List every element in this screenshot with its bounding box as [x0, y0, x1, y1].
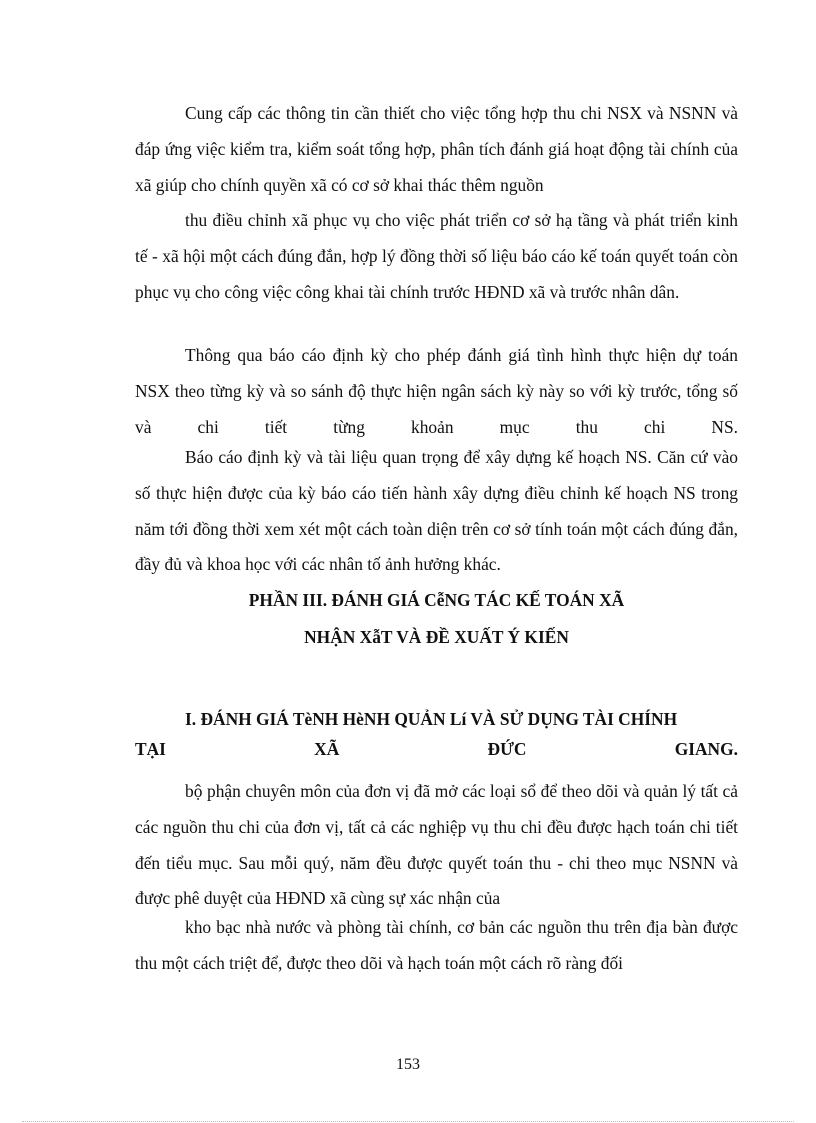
- paragraph-6: kho bạc nhà nước và phòng tài chính, cơ bản các nguồn thu trên địa bàn được thu một cách triệt để, được theo dõi và hạch toán một cách rõ ràng đối: [135, 917, 738, 973]
- page-number: 153: [396, 1056, 420, 1073]
- part-heading-line-2: NHẬN XẫT VÀ ĐỀ XUẤT Ý KIẾN: [304, 627, 569, 647]
- section-heading-line-2: TẠI XÃ ĐỨC GIANG.: [135, 739, 738, 759]
- paragraph-3: Thông qua báo cáo định kỳ cho phép đánh giá tình hình thực hiện dự toán NSX theo từng kỳ và so sánh độ thực hiện ngân sách kỳ này so với kỳ trước, tổng số và chi tiết từng khoản mục thu chi NS.: [135, 345, 738, 437]
- section-heading-line-1: I. ĐÁNH GIÁ TèNH HèNH QUẢN Lí VÀ SỬ DỤNG TÀI CHÍNH: [185, 709, 678, 729]
- page-bottom-border: [22, 1121, 794, 1122]
- section-heading: [135, 704, 738, 764]
- paragraph-4: Báo cáo định kỳ và tài liệu quan trọng để xây dựng kế hoạch NS. Căn cứ vào số thực hiện được của kỳ báo cáo tiến hành xây dựng điều chỉnh kế hoạch NS trong năm tới đồng thời xem xét một cách toàn diện trên cơ sở tính toán một cách đúng đắn, đầy đủ và khoa học với các nhân tố ảnh hưởng khác.: [135, 447, 738, 575]
- paragraph-5: bộ phận chuyên môn của đơn vị đã mở các loại sổ để theo dõi và quản lý tất cả các nguồn thu chi của đơn vị, tất cả các nghiệp vụ thu chi đều được hạch toán chi tiết đến tiểu mục. Sau mỗi quý, năm đều được quyết toán thu - chi theo mục NSNN và được phê duyệt của HĐND xã cùng sự xác nhận của: [135, 781, 738, 909]
- paragraph-2: thu điều chỉnh xã phục vụ cho việc phát triển cơ sở hạ tầng và phát triển kinh tế - xã hội một cách đúng đắn, hợp lý đồng thời số liệu báo cáo kế toán quyết toán còn phục vụ cho công việc công khai tài chính trước HĐND xã và trước nhân dân.: [135, 210, 738, 302]
- part-heading-line-1: PHẦN III. ĐÁNH GIÁ CễNG TÁC KẾ TOÁN XÃ: [248, 590, 625, 610]
- paragraph-1: Cung cấp các thông tin cần thiết cho việc tổng hợp thu chi NSX và NSNN và đáp ứng việc kiểm tra, kiểm soát tổng hợp, phân tích đánh giá hoạt động tài chính của xã giúp cho chính quyền xã có cơ sở khai thác thêm nguồn: [135, 103, 738, 195]
